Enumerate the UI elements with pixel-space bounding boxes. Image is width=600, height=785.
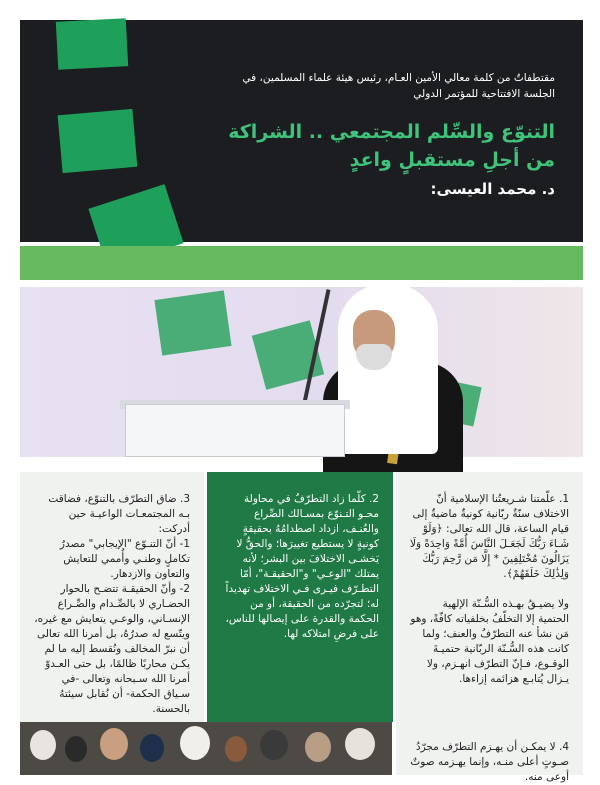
crowd-photo	[20, 722, 392, 775]
article-title: التنوّع والسِّلم المجتمعي .. الشراكة من أجلِ مستقبلٍ واعدٍ	[228, 121, 555, 171]
podium	[125, 404, 345, 457]
hero-banner	[20, 20, 583, 242]
text-column-2: 2. كلّما زاد التطرّفُ في محاولة محـو التـنوّع بمسـالك الصِّراع والعُنـف، ازداد اصطدامُهُ بحقيقةٍ كونيةٍ لا يستطيع تغييرَها؛ والحقُّ لا يَخشـى الاختلافَ بين البشر؛ لأنه يمتلك "الوعـي" و"الحقيقـة"، أمّا التطـرّف فيـرى فـي الاختلاف تهديداً له؛ لتجرّده من الحقيقة، أو من الحكمة والقدرة على إيصالها للناس، على فرضِ امتلاكه لها.	[207, 472, 393, 722]
speaker-photo	[20, 287, 583, 457]
decorative-square	[154, 290, 231, 355]
article-author: د. محمد العيسى:	[430, 180, 555, 198]
decorative-square	[56, 18, 128, 70]
text-column-3: 3. ضاق التطرّف بالتنوّع، فضاقت بـه المجتمعـات الواعيـة حين أدركت: 1- أنّ التنـوّع "الإيجابي" مصدرُ تكاملٍ وطنـي وأُممي للتعايش والتعاون والازدهار. 2- وأنّ الحقيقـة تتضـح بالحوار الحضـاري لا بالصِّـدام والصِّـراع الإنسـاني، والوعـي يتعايش مع غيره، ويتّسع له صدرُهُ، بل أمرنا الله تعالى أن نبرّ المخالف ونُقسط إليه ما لم يكـن محاربًا ظالمًا، بل حتى العـدوّ أمرنا الله سـبحانه وتعالى -في سـياق الحكمة- أن نُقابل سيئتهُ بالحسنة.	[20, 472, 204, 722]
text-column-4: 4. لا يمكـن أن يهـزم التطرّف مجرّدُ صـوتٍ أعلى منـه، وإنما يهـزمه صوتٌ أوعى منه.	[396, 722, 583, 775]
article-subtitle: مقتطفاتٌ من كلمة معالي الأمين العـام، رئيس هيئة علماء المسلمين، في الجلسة الافتتاحية للمؤتمر الدولي	[242, 72, 555, 100]
decorative-square	[58, 109, 138, 173]
green-stripe	[20, 246, 583, 280]
text-column-1: 1. علّمتنا شـريعتُنا الإسلامية أنّ الاختلاف سنّةٌ ربّانية كونيةٌ ماضيةٌ إلى قيام الساعة، قال الله تعالى: ﴿وَلَوْ شَـاءَ رَبُّكَ لَجَعَـلَ النَّاسَ أُمَّةً وَاحِدَةً وَلَا يَزَالُونَ مُخْتَلِفِينَ * إِلَّا مَن رَّحِمَ رَبُّكَ وَلِذَٰلِكَ خَلَقَهُمْ﴾. ولا يضيـقُ بهـذه السُّـنّة الإلهية الحتمية إلا التخلّفُ بخلفياته كافّةً، وهو مَن نشأ عنه التطرّفُ والعنف؛ ولما كانت هذه السُّـنّة الربّانية حتميـةَ الوقـوع، فـإنّ التطرّف انهـزم، ولا يـزال يُتابـع هزائمه إزاءها.	[396, 472, 583, 722]
